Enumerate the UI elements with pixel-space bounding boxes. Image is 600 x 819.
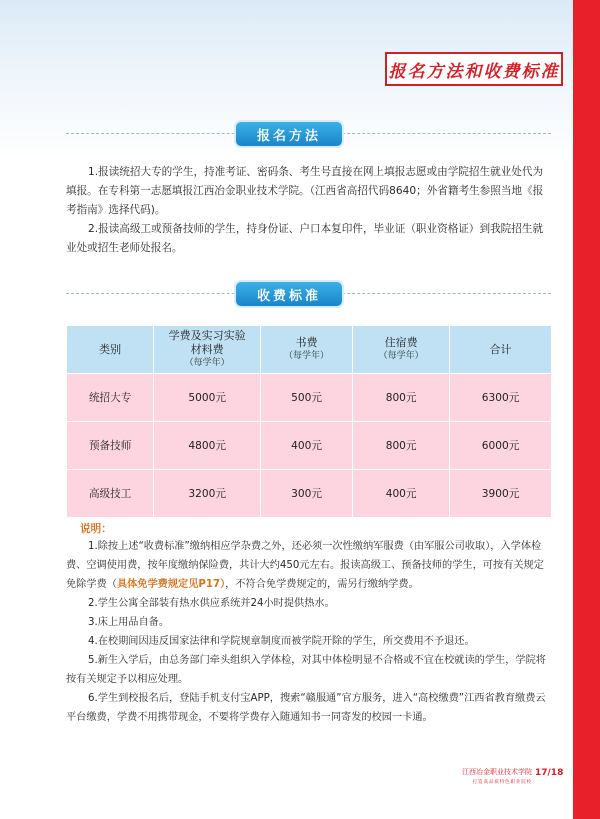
- page-title: 报名方法和收费标准: [388, 61, 560, 82]
- header-category: 类别: [67, 326, 154, 374]
- page-number: 17/18: [535, 768, 564, 778]
- note-item-2: 2.学生公寓全部装有热水供应系统并24小时提供热水。: [88, 598, 335, 609]
- note-item-5: 5.新生入学后，由总务部门牵头组织入学体检，对其中体检明显不合格或不宜在校就读的学生，学院将按有关规定予以相应处理。: [66, 655, 546, 685]
- note-item-6: 6.学生到校报名后，登陆手机支付宝APP，搜索“赣服通”官方服务，进入“高校缴费”江西省教育缴费云平台缴费，学费不用携带现金，不要将学费存入随通知书一同寄发的校园一卡通。: [66, 693, 546, 723]
- page-title-box: [385, 52, 563, 86]
- cell-books: 400元: [260, 422, 352, 470]
- cell-accommodation: 400元: [353, 470, 450, 518]
- page-edge-stripe: [573, 0, 600, 819]
- footer-school-name: 江西冶金职业技术学院: [462, 768, 532, 776]
- section2-heading: 收费标准: [236, 282, 342, 306]
- section1-paragraph-2: 2.报读高级工或预备技师的学生，持身份证、户口本复印件，毕业证（职业资格证）到我院招生就业处或招生老师处报名。: [66, 223, 544, 254]
- cell-total: 3900元: [450, 470, 552, 518]
- note-item-4: 4.在校期间因违反国家法律和学院规章制度而被学院开除的学生，所交费用不予退还。: [88, 636, 475, 647]
- section1-heading: 报名方法: [236, 122, 342, 146]
- cell-total: 6000元: [450, 422, 552, 470]
- section1-paragraph-1: 1.报读统招大专的学生，持准考证、密码条、考生号直接在网上填报志愿或由学院招生就业处代为填报。在专科第一志愿填报江西冶金职业技术学院。（江西省高招代码8640；外省籍考生参照当地《报考指南》选择代码)。: [66, 166, 544, 216]
- free-tuition-reference: 具体免学费规定见P17）: [116, 579, 226, 590]
- header-books: 书费 （每学年）: [260, 326, 352, 374]
- footer-slogan: 打造高品质特色职业院校: [472, 780, 532, 785]
- cell-tuition: 4800元: [154, 422, 261, 470]
- notes-label: 说明：: [80, 523, 112, 535]
- cell-category: 预备技师: [67, 422, 154, 470]
- fee-table: [66, 325, 552, 518]
- cell-total: 6300元: [450, 374, 552, 422]
- notes-list: [66, 537, 552, 727]
- cell-tuition: 5000元: [154, 374, 261, 422]
- cell-accommodation: 800元: [353, 374, 450, 422]
- header-tuition: 学费及实习实验材料费 （每学年）: [154, 326, 261, 374]
- cell-category: 高级技工: [67, 470, 154, 518]
- table-row: [67, 470, 552, 518]
- note-item-1: 1.除按上述“收费标准”缴纳相应学杂费之外，还必须一次性缴纳军服费（由军服公司收取），入学体检费、空调使用费，按年度缴纳保险费，共计大约450元左右。报读高级工、预备技师的学生，可按有关规定免除学费（具体免学费规定见P17），不符合免学费规定的，需另行缴纳学费。: [66, 541, 544, 590]
- table-row: [67, 374, 552, 422]
- cell-books: 500元: [260, 374, 352, 422]
- cell-books: 300元: [260, 470, 352, 518]
- table-row: [67, 422, 552, 470]
- note-item-3: 3.床上用品自备。: [88, 617, 170, 628]
- cell-tuition: 3200元: [154, 470, 261, 518]
- fee-table-header-row: [67, 326, 552, 374]
- header-total: 合计: [450, 326, 552, 374]
- header-accommodation: 住宿费 （每学年）: [353, 326, 450, 374]
- cell-accommodation: 800元: [353, 422, 450, 470]
- cell-category: 统招大专: [67, 374, 154, 422]
